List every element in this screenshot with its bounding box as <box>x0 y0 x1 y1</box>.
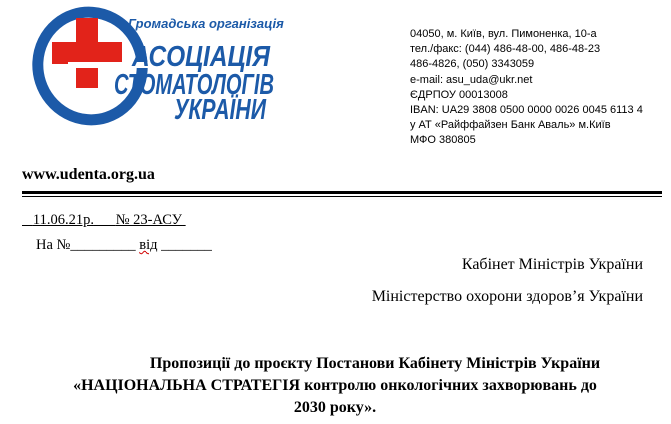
letter-number: № 23-АСУ <box>115 212 183 228</box>
contact-details <box>410 27 671 149</box>
contact-line: 486-4826, (050) 3343059 <box>410 58 535 71</box>
contact-line: у АТ «Райффайзен Банк Аваль» м.Київ <box>410 119 611 132</box>
incoming-blank: _________ <box>70 237 136 253</box>
contact-line: ЄДРПОУ 00013008 <box>410 88 508 101</box>
outgoing-reference <box>22 212 186 229</box>
org-type-text: Громадська організація <box>128 16 284 31</box>
org-name-line1: АСОЦІАЦІЯ <box>131 41 271 73</box>
title-line1: Пропозиції до проєкту Постанови Кабінету Міністрів України <box>149 355 601 372</box>
org-name-line2: СТОМАТОЛОГІВ <box>114 69 274 101</box>
from-blank: _______ <box>161 237 212 253</box>
contact-line: тел./факс: (044) 486-48-00, 486-48-23 <box>410 43 601 56</box>
document-title <box>20 353 650 419</box>
letter-date: 11.06.21р. <box>32 212 94 228</box>
header-divider-thick <box>22 191 662 194</box>
website-link[interactable]: www.udenta.org.ua <box>22 166 155 183</box>
contact-line: 04050, м. Київ, вул. Пимоненка, 10-а <box>410 28 597 40</box>
addressee-ministry: Міністерство охорони здоров’я України <box>371 288 643 305</box>
organization-logo <box>28 6 300 126</box>
header-divider-thin <box>22 196 662 197</box>
contact-line: МФО 380805 <box>410 134 476 147</box>
incoming-reference <box>36 237 212 254</box>
from-word: від <box>139 237 158 253</box>
title-line2: «НАЦІОНАЛЬНА СТРАТЕГІЯ контролю онкологічних захворювань до <box>73 377 597 394</box>
org-name-line3: УКРАЇНИ <box>174 94 300 126</box>
contact-line: e-mail: asu_uda@ukr.net <box>410 73 533 86</box>
addressee-cabinet: Кабінет Міністрів України <box>461 256 643 273</box>
incoming-label: На № <box>36 237 71 253</box>
contact-line: IBAN: UA29 3808 0500 0000 0026 0045 6113 4 <box>410 104 643 117</box>
title-line3: 2030 року». <box>293 399 377 416</box>
